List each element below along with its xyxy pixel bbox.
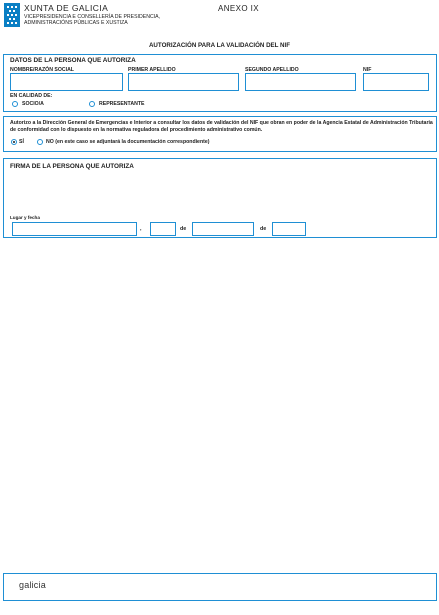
radio-socio-label: SOCIO/A (22, 101, 44, 107)
name-label: NOMBRE/RAZÓN SOCIAL (10, 67, 74, 73)
logo-subtitle: VICEPRESIDENCIA E CONSELLERÍA DE PRESIDENCIA, ADMINISTRACIÓNS PÚBLICAS E XUSTIZA (24, 14, 161, 27)
place-date-label: Lugar y fecha (10, 215, 40, 220)
xunta-logo-icon (4, 3, 20, 27)
capacity-label: EN CALIDAD DE: (10, 93, 53, 99)
surname2-input[interactable] (245, 73, 356, 91)
name-input[interactable] (10, 73, 123, 91)
surname2-label: SEGUNDO APELLIDO (245, 67, 299, 73)
year-input[interactable] (272, 222, 306, 236)
place-input[interactable] (12, 222, 137, 236)
footer-bar (3, 573, 437, 601)
month-input[interactable] (192, 222, 254, 236)
nif-input[interactable] (363, 73, 429, 91)
radio-no-label: NO (en este caso se adjuntará la documentación correspondiente) (46, 139, 210, 145)
authorization-text: Autorizo a la Dirección General de Emergencias e Interior a consultar los datos de validación del NIF que obran en poder de la Agencia Estatal de Administración Tributaria de conformidad con lo dispuesto en la normativa reguladora del procedimiento administrativo común. (10, 120, 433, 134)
surname1-input[interactable] (128, 73, 239, 91)
section-heading-person: DATOS DE LA PERSONA QUE AUTORIZA (10, 57, 136, 64)
logo-title: XUNTA DE GALICIA (24, 3, 109, 13)
authorization-section (3, 116, 437, 152)
annex-label: ANEXO IX (218, 4, 259, 13)
surname1-label: PRIMER APELLIDO (128, 67, 176, 73)
nif-label: NIF (363, 67, 372, 73)
radio-representante[interactable] (89, 101, 95, 107)
radio-no[interactable] (37, 139, 43, 145)
radio-representante-label: REPRESENTANTE (99, 101, 145, 107)
day-input[interactable] (150, 222, 176, 236)
person-data-section (3, 54, 437, 112)
de-separator-2: de (260, 226, 267, 232)
comma-separator: , (140, 226, 142, 232)
radio-yes-label: SÍ (19, 139, 24, 145)
galicia-logo: galicia (19, 580, 46, 590)
signature-section (3, 158, 437, 238)
document-title: AUTORIZACIÓN PARA LA VALIDACIÓN DEL NIF (148, 42, 291, 49)
de-separator-1: de (180, 226, 187, 232)
radio-yes[interactable] (11, 139, 17, 145)
radio-socio[interactable] (12, 101, 18, 107)
section-heading-signature: FIRMA DE LA PERSONA QUE AUTORIZA (10, 163, 134, 170)
